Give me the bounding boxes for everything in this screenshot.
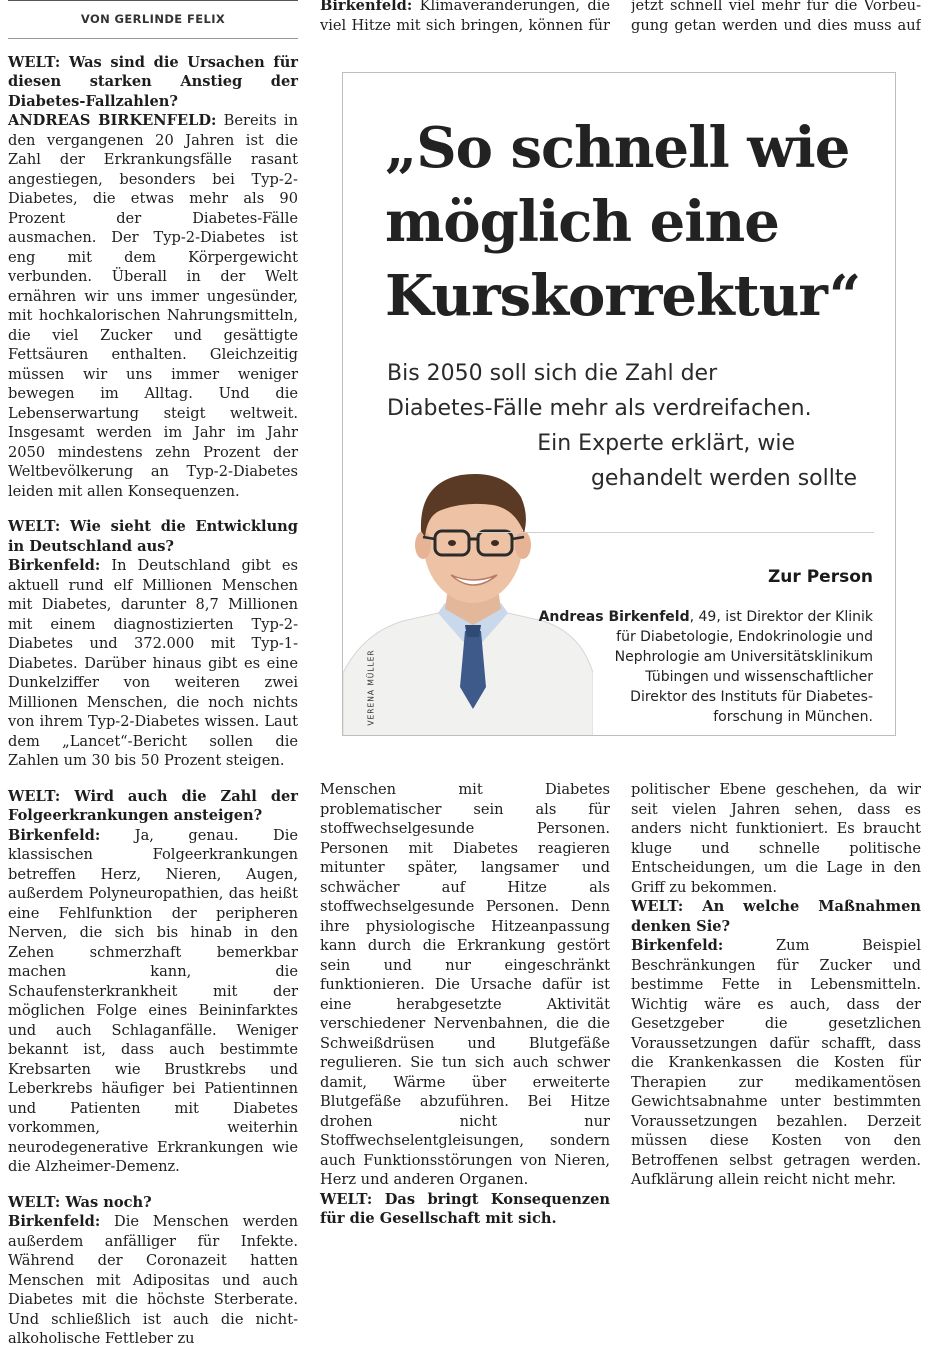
bio-line: Direktor des Instituts für Diabetes- <box>630 689 873 705</box>
bio-line: für Diabetologie, Endokrinologie und <box>616 629 873 645</box>
question: WELT: Was noch? <box>8 1193 152 1211</box>
speaker-label: Birkenfeld: <box>631 937 724 954</box>
paragraph: Menschen mit Diabetes problematischer sein als für stoffwechselgesunde Personen. Personen mit Diabetes reagieren mitunter später, langsamer und schwächer auf Hitze als stoffwechselgesunde Personen. Denn ihre physiologische Hitzeanpassung kann durch die Erkrankung gestört sein und nur eingeschränkt funktionieren. Die Ursache dafür ist eine herabgesetzte Aktivität verschiedener Nervenbahnen, die die Schweißdrüsen und Blutgefäße regulieren. Sie tun sich auch schwer damit, Wärme über erweiterte Blutgefäße abzuführen. Bei Hitze drohen nicht nur Stoffwechselentgleisungen, sondern auch Funktionsstörungen von Nieren, Herz und anderen Organen. <box>320 781 610 1188</box>
headline <box>385 111 885 333</box>
middle-column-top <box>320 0 610 35</box>
paragraph: politischer Ebene geschehen, da wir seit vielen Jahren sehen, dass es anders nicht funktioniert. Es braucht kluge und schnelle politische Entscheidungen, um die Lage in den Griff zu bekommen. <box>631 781 921 896</box>
text-line: viel Hitze mit sich bringen, können für <box>320 16 610 34</box>
bio-fragment: , 49, ist Direktor der Klinik <box>689 609 873 625</box>
answer: In Deutschland gibt es aktuell rund elf Millionen Menschen mit Diabetes, darunter 8,7 Millionen mit einem diagnostizierten Typ-2-Diabetes und 372.000 mit Typ-1-Diabetes. Darüber hinaus gibt es eine Dunkelziffer von weiteren zwei Millionen Menschen, die noch nichts von ihrem Typ-2-Diabetes wissen. Laut dem „Lancet“-Bericht sollen die Zahlen um 30 bis 50 Prozent steigen. <box>8 557 298 769</box>
answer: Die Menschen werden außerdem anfälliger für Infekte. Während der Coronazeit hatten Menschen mit Adipositas und auch Diabetes mit die höchste Sterberate. Und schließlich ist auch die nicht-alkoholische Fettleber zu <box>8 1213 298 1347</box>
question: WELT: Das bringt Konsequenzen für die Gesellschaft mit sich. <box>320 1190 610 1227</box>
right-column <box>631 780 921 1190</box>
subhead-line: Bis 2050 soll sich die Zahl der <box>387 361 718 386</box>
question: WELT: Was sind die Ursachen für diesen starken Anstieg der Diabetes-Fallzahlen? <box>8 53 298 110</box>
question: WELT: Wird auch die Zahl der Folgeerkrankungen ansteigen? <box>8 787 298 824</box>
qa-block <box>8 53 298 502</box>
subhead-line: gehandelt werden sollte <box>590 466 857 491</box>
text-line <box>320 0 610 16</box>
question: WELT: An welche Maßnahmen denken Sie? <box>631 898 921 935</box>
text-fragment: Klimaveränderungen, die <box>419 0 610 14</box>
middle-column <box>320 780 610 1229</box>
text-line: jetzt schnell viel mehr für die Vorbeu- <box>631 0 921 14</box>
bio-heading: Zur Person <box>767 567 873 587</box>
bio-text <box>513 607 873 727</box>
qa-block <box>8 517 298 771</box>
speaker-label: Birkenfeld: <box>8 1213 101 1230</box>
subhead-line: Diabetes-Fälle mehr als verdreifachen. <box>387 396 812 421</box>
speaker-label: ANDREAS BIRKENFELD: <box>8 112 217 129</box>
bio-line: Nephrologie am Universitätsklinikum <box>614 649 873 665</box>
subhead-line: Ein Experte erklärt, wie <box>537 431 795 456</box>
divider <box>471 532 874 533</box>
qa-block <box>8 787 298 1177</box>
byline: VON GERLINDE FELIX <box>8 0 298 39</box>
answer: Zum Beispiel Beschränkungen für Zucker und bestimme Fette in Lebensmitteln. Wichtig wäre es auch, dass der Gesetzgeber die gesetzlichen Voraussetzungen dafür schafft, dass die Krankenkassen die Kosten für Therapien zur medikamentösen Gewichtsabnahme unter bestimmten Voraussetzungen bezahlen. Derzeit müssen diese Kosten von den Betroffenen selbst getragen werden. Aufklärung allein reicht nicht mehr. <box>631 937 921 1188</box>
photo-credit: VERENA MÜLLER <box>366 649 376 726</box>
bio-name: Andreas Birkenfeld <box>538 609 690 625</box>
headline-line: möglich eine <box>385 189 779 255</box>
answer: Bereits in den vergangenen 20 Jahren ist die Zahl der Erkrankungsfälle rasant angestiegen, besonders bei Typ-2-Diabetes, die etwas mehr als 90 Prozent der Diabetes-Fälle ausmachen. Der Typ-2-Diabetes ist eng mit dem Körpergewicht verbunden. Überall in der Welt ernähren wir uns immer ungesünder, mit hochkalorischen Nahrungsmitteln, die viel Zucker und gesättigte Fettsäuren enthalten. Gleichzeitig müssen wir uns immer weniger bewegen im Alltag. Und die Lebenserwartung steigt weltweit. Insgesamt werden im Jahr im Jahr 2050 mindestens zehn Prozent der Weltbevölkerung an Typ-2-Diabetes leiden mit allen Konsequenzen. <box>8 112 298 500</box>
bio-line: Tübingen und wissenschaftlicher <box>645 669 873 685</box>
headline-line: „So schnell wie <box>385 115 850 181</box>
speaker-label: Birkenfeld: <box>320 0 413 14</box>
question: WELT: Wie sieht die Entwicklung in Deutschland aus? <box>8 518 298 555</box>
feature-box <box>342 72 896 736</box>
answer: Ja, genau. Die klassischen Folgeerkrankungen betreffen Herz, Nieren, Augen, außerdem Polyneuropathien, das heißt eine Fehlfunktion der peripheren Nerven, die sich bis hinab in den Zehen schmerzhaft bemerkbar machen kann, die Schaufensterkrankheit mit der möglichen Folge eines Beininfarktes und auch Schlaganfälle. Weniger bekannt ist, dass auch bestimmte Krebsarten wie Brustkrebs und Leberkrebs häufiger bei Patientinnen und Patienten mit Diabetes vorkommen, weiterhin neurodegenerative Erkrankungen wie die Alzheimer-Demenz. <box>8 826 298 1175</box>
bio-line: forschung in München. <box>713 709 873 725</box>
right-column-top <box>631 0 921 35</box>
speaker-label: Birkenfeld: <box>8 826 101 844</box>
speaker-label: Birkenfeld: <box>8 557 101 574</box>
headline-line: Kurskorrektur“ <box>385 263 861 329</box>
qa-block <box>8 1193 298 1349</box>
bio-line <box>513 607 873 627</box>
text-line: gung getan werden und dies muss auf <box>631 16 921 34</box>
left-column <box>8 0 298 1365</box>
